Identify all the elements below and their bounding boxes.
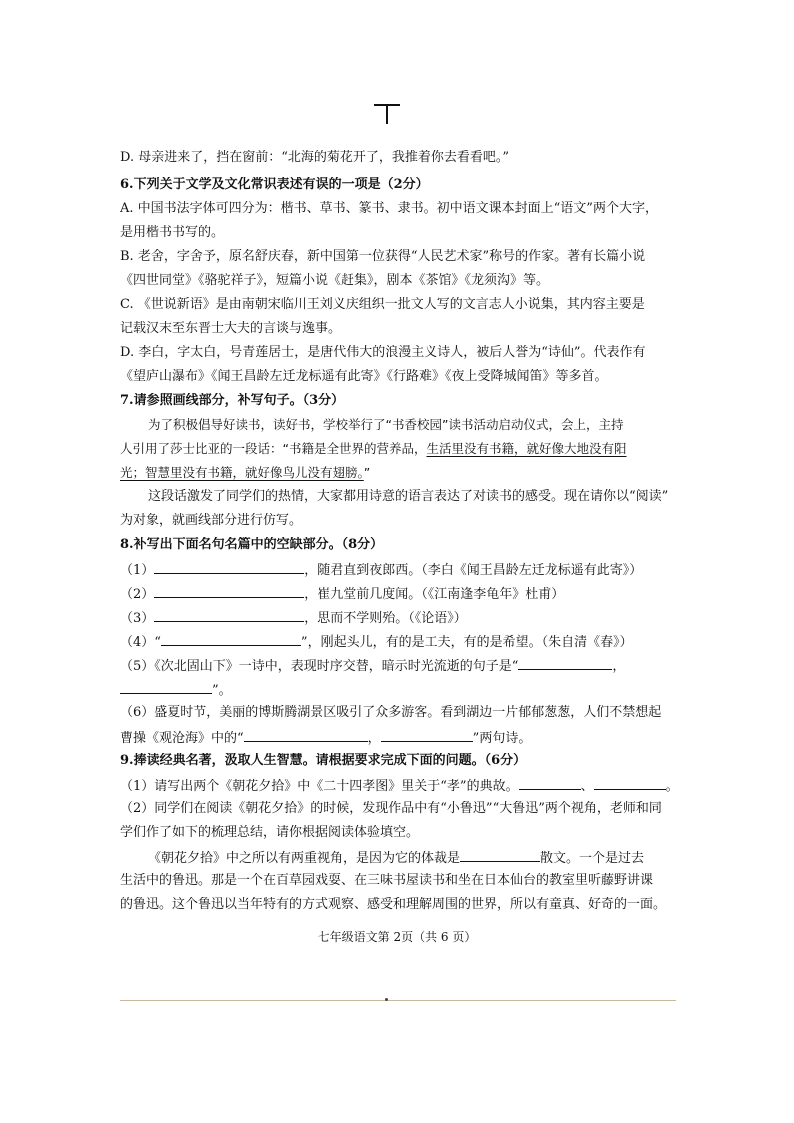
q8-item-5-comma: ， <box>612 659 626 674</box>
q8-item-2-text: ，崔九堂前几度闻。（《江南逢李龟年》杜甫） <box>304 587 565 602</box>
q9-sub-1 <box>120 777 680 795</box>
q6-option-c-cont: 记载汉末至东晋士大夫的言谈与逸事。 <box>120 321 342 336</box>
q8-item-4-text: ”，刚起头儿，有的是工夫，有的是希望。（朱自清《春》） <box>300 635 633 650</box>
q9-stem: 9.捧读经典名著，汲取人生智慧。请根据要求完成下面的问题。（6分） <box>120 753 527 768</box>
binding-mark <box>372 100 402 126</box>
q6-option-a-cont: 是用楷书书写的。 <box>120 225 225 240</box>
q8-item-6-comma: ， <box>367 731 381 746</box>
q8-item-3-text: ，思而不学则殆。（《论语》） <box>304 611 467 626</box>
q8-item-4 <box>120 633 680 651</box>
q5-option-d: D. 母亲进来了，挡在窗前：“北海的菊花开了，我推着你去看看吧。” <box>120 150 510 165</box>
q6-option-c: C. 《世说新语》是由南朝宋临川王刘义庆组织一批文人写的文言志人小说集，其内容主要是 <box>120 297 645 312</box>
q8-item-6: （6）盛夏时节，美丽的博斯腾湖景区吸引了众多游客。看到湖边一片郁郁葱葱，人们不禁想起 <box>120 705 662 720</box>
q9-sub-1-end: 。 <box>665 779 679 794</box>
q9-paragraph-line3: 的鲁迅。这个鲁迅以当年特有的方式观察、感受和理解周围的世界，所以有童真、好奇的一面。 <box>120 897 667 912</box>
q8-item-5-text: （5）《次北固山下》一诗中，表现时序交替，暗示时光流逝的句子是“ <box>120 659 519 674</box>
q8-stem: 8.补写出下面名句名篇中的空缺部分。（8分） <box>120 537 384 552</box>
q9-sub-1-blank-a[interactable] <box>519 777 581 790</box>
q8-item-6-blank-a[interactable] <box>244 729 368 742</box>
q9-sub-1-sep: 、 <box>580 779 594 794</box>
q9-sub-2-cont: 学们作了如下的梳理总结，请你根据阅读体验填空。 <box>120 825 420 840</box>
q7-passage-line3 <box>120 465 680 481</box>
q6-stem: 6.下列关于文学及文化常识表述有误的一项是（2分） <box>120 177 429 192</box>
q9-sub-1-text: （1）请写出两个《朝花夕拾》中《二十四孝图》里关于“孝”的典故。 <box>120 779 519 794</box>
bottom-divider <box>120 1000 676 1001</box>
q8-item-3-blank[interactable] <box>154 609 304 622</box>
q6-option-d: D. 李白，字太白，号青莲居士，是唐代伟大的浪漫主义诗人，被后人誉为“诗仙”。代表作有 <box>120 345 646 360</box>
q8-item-2 <box>120 585 680 603</box>
q7-underlined-part1: 生活里没有书籍，就好像大地没有阳 <box>426 441 627 456</box>
q8-item-6-lead: 曹操《观沧海》中的“ <box>120 731 244 746</box>
q7-passage-line2 <box>120 441 680 457</box>
q8-item-5 <box>120 657 680 675</box>
q8-item-5-blank-a[interactable] <box>518 657 612 670</box>
q7-instruction-line1: 这段话激发了同学们的热情，大家都用诗意的语言表达了对读书的感受。现在请你以“阅读” <box>148 489 669 504</box>
q8-item-1-num: （1） <box>120 563 155 578</box>
q9-genre-blank[interactable] <box>460 849 540 862</box>
q6-option-b: B. 老舍，字舍予，原名舒庆春，新中国第一位获得“人民艺术家”称号的作家。著有长篇小说 <box>120 249 646 264</box>
q8-item-2-num: （2） <box>120 587 155 602</box>
q7-stem: 7.请参照画线部分，补写句子。（3分） <box>120 393 345 408</box>
q7-passage-line1: 为了积极倡导好读书，读好书，学校举行了“书香校园”读书活动启动仪式，会上，主持 <box>148 417 624 432</box>
q8-item-1-blank[interactable] <box>154 561 304 574</box>
q7-instruction-line2: 为对象，就画线部分进行仿写。 <box>120 513 303 528</box>
q8-item-1-text: ，随君直到夜郎西。（李白《闻王昌龄左迁龙标遥有此寄》） <box>304 563 643 578</box>
q6-option-a: A. 中国书法字体可四分为：楷书、草书、篆书、隶书。初中语文课本封面上“语文”两个大字， <box>120 201 658 216</box>
q8-item-5-cont <box>120 681 680 699</box>
q7-underlined-part2: 光；智慧里没有书籍，就好像鸟儿没有翅膀。 <box>120 465 364 480</box>
q8-item-2-blank[interactable] <box>154 585 304 598</box>
q9-paragraph-line1 <box>148 849 678 867</box>
q7-quote-close: ” <box>363 465 371 480</box>
q8-item-1 <box>120 561 680 579</box>
q8-item-3 <box>120 609 680 627</box>
q6-option-b-cont: 《四世同堂》《骆驼祥子》，短篇小说《赶集》，剧本《茶馆》《龙须沟》等。 <box>120 273 550 288</box>
q8-item-5-blank-b[interactable] <box>120 681 212 694</box>
q8-item-5-end: ”。 <box>212 683 232 698</box>
q9-paragraph-line2: 生活中的鲁迅。那是一个在百草园戏耍、在三味书屋读书和坐在日本仙台的教室里听藤野讲课 <box>120 873 654 888</box>
q8-item-3-num: （3） <box>120 611 155 626</box>
q8-item-6-cont <box>120 729 680 747</box>
q8-item-6-end: ”两句诗。 <box>472 731 532 746</box>
q6-option-d-cont: 《望庐山瀑布》《闻王昌龄左迁龙标遥有此寄》《行路难》《夜上受降城闻笛》等多首。 <box>120 369 608 384</box>
q9-paragraph-lead: 《朝花夕拾》中之所以有两重视角，是因为它的体裁是 <box>148 851 461 866</box>
q9-paragraph-after: 散文。一个是过去 <box>540 851 645 866</box>
q9-sub-1-blank-b[interactable] <box>594 777 666 790</box>
q8-item-6-blank-b[interactable] <box>381 729 473 742</box>
page-footer: 七年级语文第 2页（共 6 页） <box>317 930 477 944</box>
q9-sub-2: （2）同学们在阅读《朝花夕拾》的时候，发现作品中有“小鲁迅”“大鲁迅”两个视角，老师和同 <box>120 801 662 816</box>
divider-dot <box>385 998 388 1001</box>
q8-item-4-num: （4）“ <box>120 635 161 650</box>
q7-passage-plain: 人引用了莎士比亚的一段话：“书籍是全世界的营养品， <box>120 441 427 456</box>
q8-item-4-blank[interactable] <box>161 633 301 646</box>
